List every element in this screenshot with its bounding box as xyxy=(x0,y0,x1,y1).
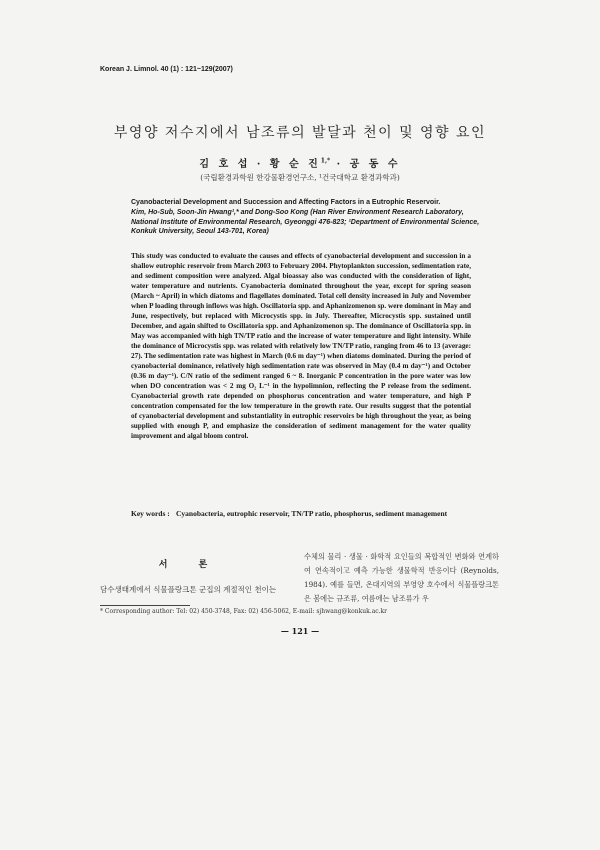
keywords-text: Cyanobacteria, eutrophic reservoir, TN/TP ratio, phosphorus, sediment management xyxy=(176,509,448,518)
footnote-divider xyxy=(100,605,190,606)
page-number: — 121 — xyxy=(280,626,320,636)
abstract-text: This study was conducted to evaluate the causes and effects of cyanobacterial development and succession in a shallow eutrophic reservoir from March 2003 to February 2004. Phytoplankton succession, sedimentation rate, and sediment composition were analyzed. Algal bioassay also was conducted with the consideration of light, water temperature and nutrients. Cyanobacteria dominated throughout the year, except for spring season (March ~ April) in which diatoms and flagellates dominated. Total cell density increased in July and November when P loading through inflows was high. Oscillatoria spp. and Aphanizomenon sp. were dominant in May and June, respectively, but replaced with Microcystis spp. in July. Thereafter, Microcystis spp. sustained until December, and again shifted to Oscillatoria spp. and Aphanizomenon sp. The dominance of Oscillatoria spp. in May was accompanied with high TN/TP ratio and the increase of water temperature and light intensity. While the dominance of Microcystis spp. was related with relatively low TN/TP ratio, ranging from 46 to 13 (average: 27). The sedimentation rate was highest in March (0.6 m day⁻¹) when diatoms dominated. During the period of cyanobacterial dominance, relatively high sedimentation rate was observed in May (0.4 m day⁻¹) and October (0.36 m day⁻¹). C/N ratio of the sediment ranged 6 ~ 8. Inorganic P concentration in the pore water was low when DO concentration was < 2 mg O₂ L⁻¹ in the hypolimnion, reflecting the P release from the sediment. Cyanobacterial growth rate depended on phosphorus concentration and water temperature, and high P concentration compensated for the low temperature in the growth rate. Our results suggest that the potential of cyanobacterial development and substantiality in eutrophic reservoirs be high throughout the year, as being supplied with enough P, and emphasize the consideration of sediment management for the water quality improvement and algal bloom control. xyxy=(131,252,471,440)
english-header xyxy=(131,198,481,237)
intro-right-text: 수체의 물리 · 생물 · 화학적 요인들의 복합적인 변화와 연계하여 연속적이고 예측 가능한 생물학적 반응이다 (Reynolds, 1984). 예를 들면, 온대지역의 부영양 호수에서 식물플랑크톤은 봄에는 규조류, 여름에는 남조류가 우 xyxy=(304,552,499,603)
keywords xyxy=(131,509,471,519)
korean-authors-last: · 공 동 수 xyxy=(330,159,401,170)
korean-title: 부영양 저수지에서 남조류의 발달과 천이 및 영향 요인 xyxy=(113,125,487,141)
body-column-left xyxy=(100,583,282,598)
intro-left-text: 담수생태계에서 식물플랑크톤 군집의 계절적인 천이는 xyxy=(100,585,277,594)
section-heading-introduction: 서 론 xyxy=(158,560,222,570)
korean-affiliation: (국립환경과학원 한강물환경연구소, ¹건국대학교 환경과학과) xyxy=(200,173,400,182)
english-authors: Kim, Ho-Sub, Soon-Jin Hwang¹,* and Dong-Soo Kong (Han River Environment Research Laboratory, National Institute of Environmental Research, Gyeonggi 476-823; ¹Department of Environmental Science, Konkuk University, Seoul 143-701, Korea) xyxy=(131,208,480,236)
korean-authors-first: 김 호 섭 · 황 순 진 xyxy=(199,159,321,170)
keywords-label: Key words : xyxy=(131,509,170,518)
corresponding-author-footnote: * Corresponding author: Tel: 02) 450-3748, Fax: 02) 456-5062, E-mail: sjhwang@konkuk.ac.kr xyxy=(100,608,388,615)
journal-reference: Korean J. Limnol. 40 (1) : 121~129(2007) xyxy=(100,66,233,73)
korean-authors xyxy=(0,155,600,170)
author-affiliation-marker: 1,* xyxy=(320,157,331,165)
body-column-right xyxy=(304,550,499,606)
abstract xyxy=(131,251,471,441)
english-title: Cyanobacterial Development and Succession and Affecting Factors in a Eutrophic Reservoir. xyxy=(131,199,441,206)
